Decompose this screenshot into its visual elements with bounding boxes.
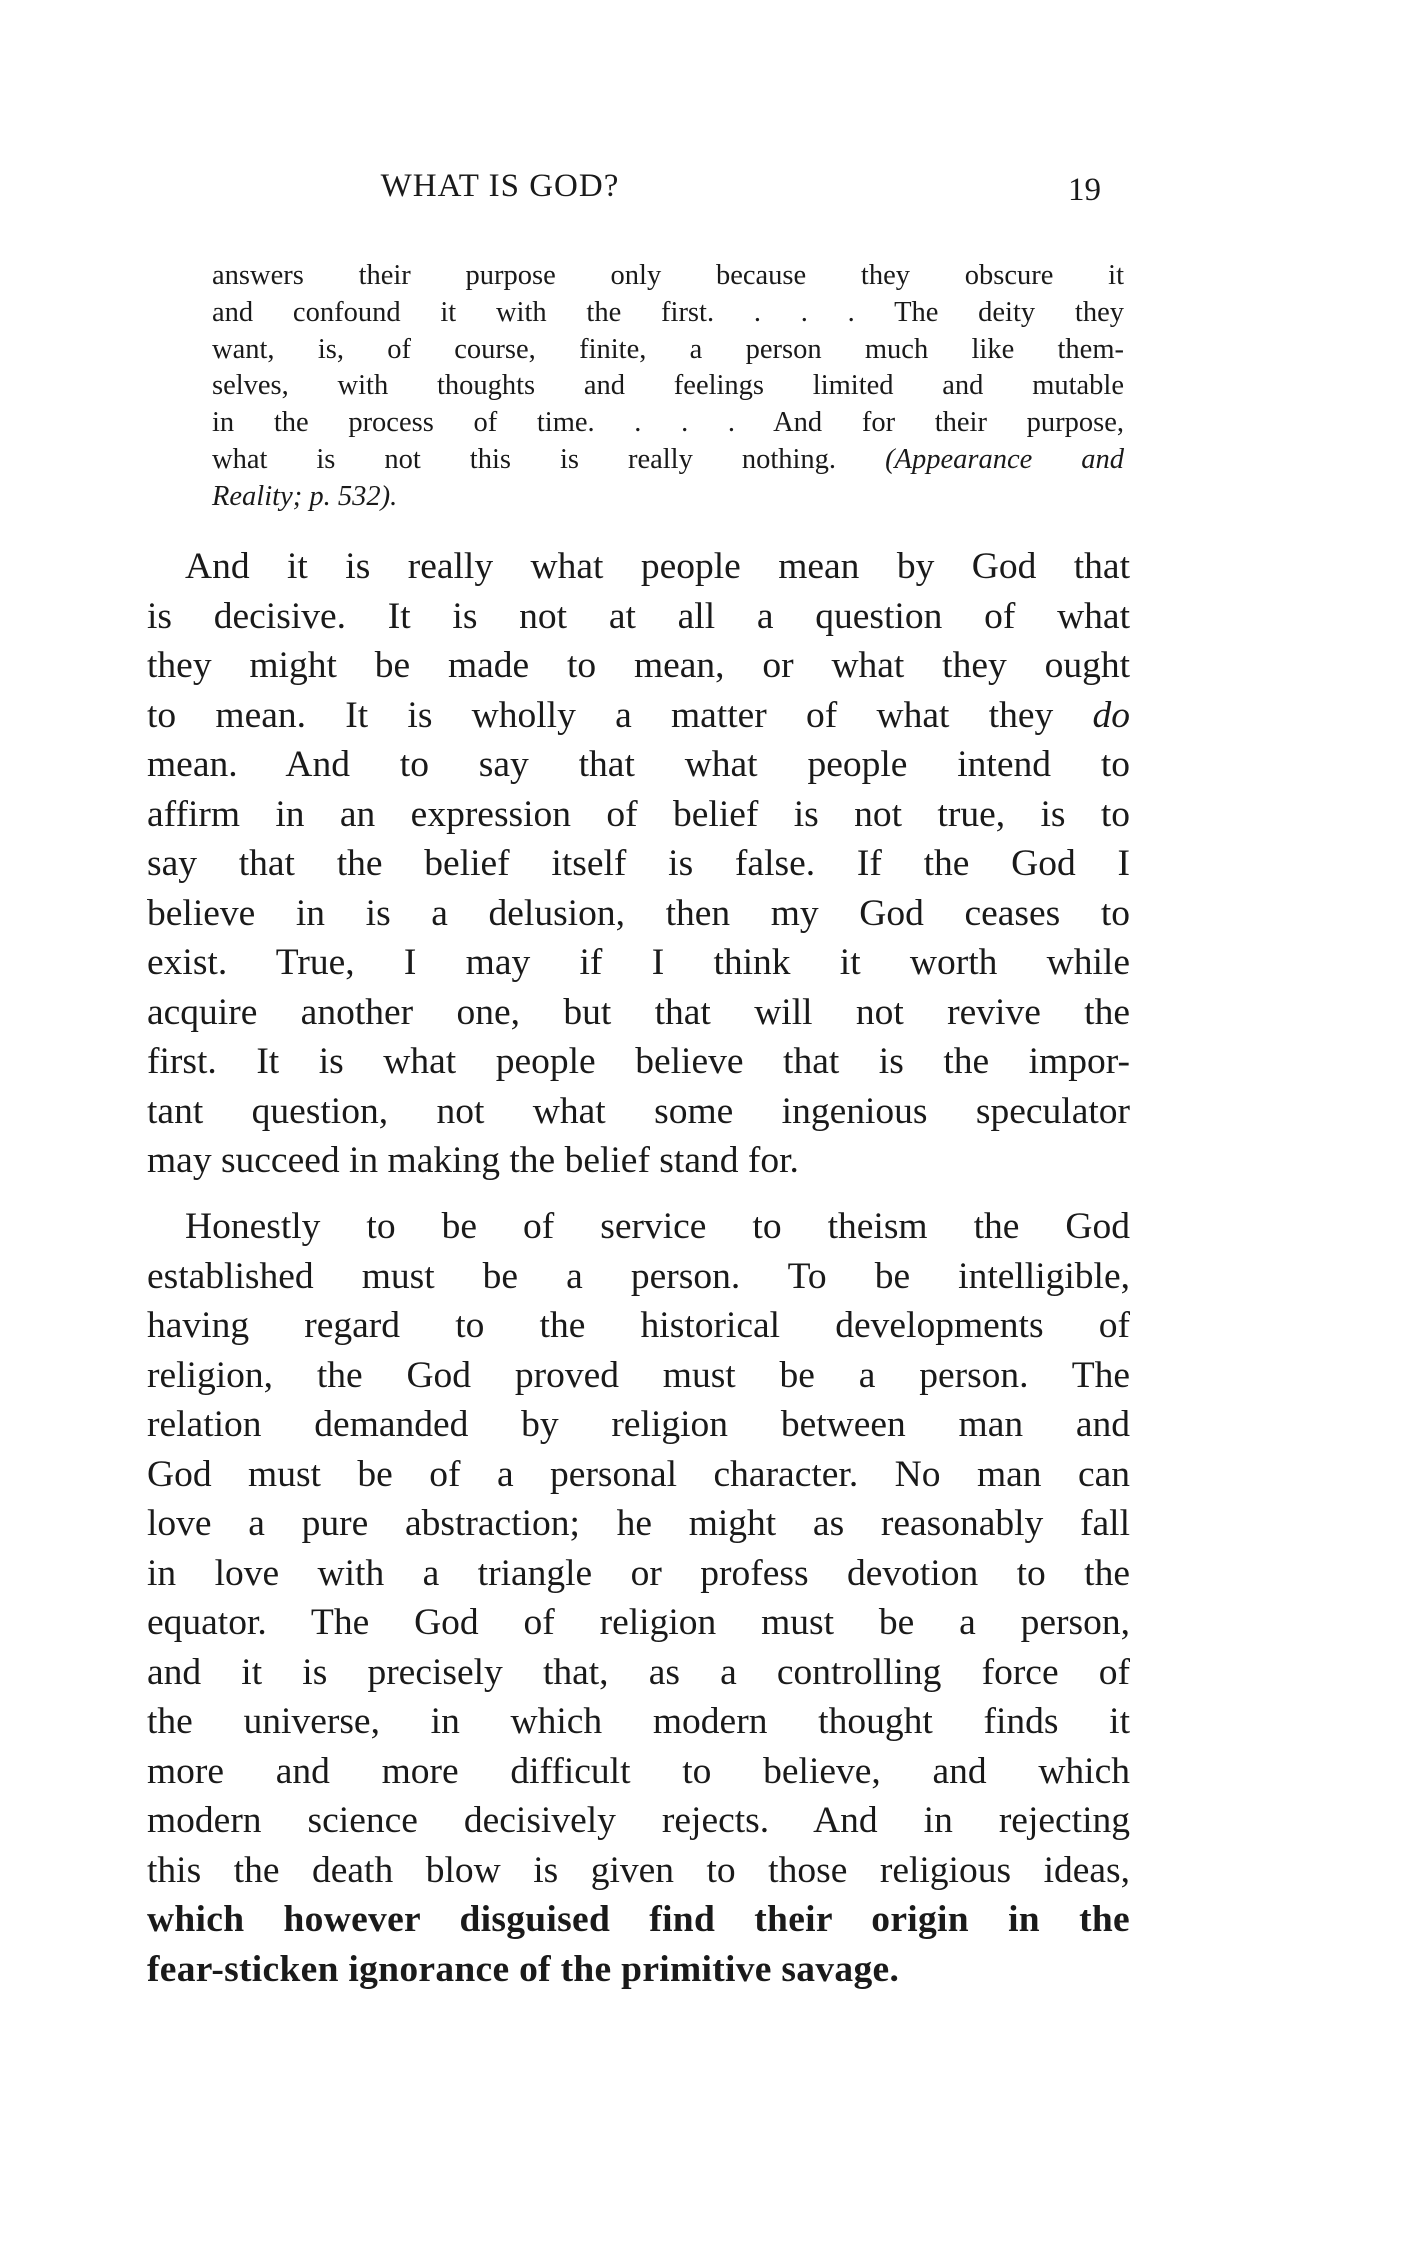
- paragraph-line: the universe, in which modern thought finds it: [147, 1701, 1130, 1742]
- emphasis-word: do: [1092, 694, 1131, 736]
- page-number: 19: [1068, 172, 1101, 208]
- paragraph-line: which however disguised find their origin in the: [147, 1899, 1130, 1940]
- paragraph-line: having regard to the historical developments of: [147, 1305, 1130, 1346]
- paragraph-line: acquire another one, but that will not revive the: [147, 991, 1130, 1033]
- paragraph-line: and it is precisely that, as a controlling force of: [147, 1651, 1130, 1693]
- quote-line: and confound it with the first. . . . The deity they: [212, 296, 1124, 328]
- quote-line: selves, with thoughts and feelings limited and mutable: [212, 370, 1124, 402]
- paragraph-line: relation demanded by religion between man and: [147, 1404, 1130, 1445]
- paragraph-1: [147, 542, 1130, 1186]
- paragraph-line-with-emphasis: [147, 691, 1130, 741]
- quote-line: in the process of time. . . . And for their purpose,: [212, 407, 1124, 439]
- paragraph-line: religion, the God proved must be a person. The: [147, 1354, 1130, 1396]
- quote-line-with-citation: [212, 442, 1124, 479]
- quote-line-text: what is not this is really nothing.: [212, 443, 837, 475]
- block-quote: [212, 258, 1124, 516]
- paragraph-line: first. It is what people believe that is the impor-: [147, 1041, 1130, 1082]
- paragraph-line: Honestly to be of service to theism the God: [185, 1206, 1130, 1247]
- paragraph-line: say that the belief itself is false. If the God I: [147, 843, 1130, 884]
- paragraph-line: tant question, not what some ingenious speculator: [147, 1090, 1130, 1132]
- quote-line: [212, 479, 1124, 516]
- paragraph-line: God must be of a personal character. No man can: [147, 1453, 1130, 1495]
- quote-line: answers their purpose only because they obscure it: [212, 260, 1124, 291]
- paragraph-line: modern science decisively rejects. And in rejecting: [147, 1800, 1130, 1841]
- paragraph-line: fear-sticken ignorance of the primitive savage.: [147, 1948, 900, 1990]
- paragraph-line: they might be made to mean, or what they ought: [147, 645, 1130, 686]
- paragraph-line: And it is really what people mean by God that: [185, 546, 1130, 587]
- paragraph-line: this the death blow is given to those religious ideas,: [147, 1849, 1130, 1891]
- citation-source: (Appearance and: [885, 443, 1124, 475]
- running-title: WHAT IS GOD?: [380, 168, 620, 204]
- running-head: [0, 168, 1417, 218]
- paragraph-line: is decisive. It is not at all a question of what: [147, 595, 1130, 637]
- quote-line: want, is, of course, finite, a person much like them-: [212, 333, 1124, 365]
- paragraph-line: more and more difficult to believe, and which: [147, 1750, 1130, 1792]
- paragraph-line: believe in is a delusion, then my God ceases to: [147, 892, 1130, 934]
- paragraph-line: may succeed in making the belief stand for.: [147, 1140, 799, 1181]
- paragraph-line: exist. True, I may if I think it worth while: [147, 942, 1130, 983]
- paragraph-line: affirm in an expression of belief is not true, is to: [147, 793, 1130, 835]
- paragraph-line-text: to mean. It is wholly a matter of what they: [147, 694, 1054, 736]
- citation-reference: Reality; p. 532).: [212, 480, 398, 512]
- paragraph-line: established must be a person. To be intelligible,: [147, 1255, 1130, 1297]
- paragraph-line: mean. And to say that what people intend to: [147, 744, 1130, 785]
- paragraph-2: [147, 1202, 1130, 1994]
- paragraph-line: equator. The God of religion must be a person,: [147, 1602, 1130, 1643]
- paragraph-line: love a pure abstraction; he might as reasonably fall: [147, 1503, 1130, 1544]
- paragraph-line: in love with a triangle or profess devotion to the: [147, 1552, 1130, 1594]
